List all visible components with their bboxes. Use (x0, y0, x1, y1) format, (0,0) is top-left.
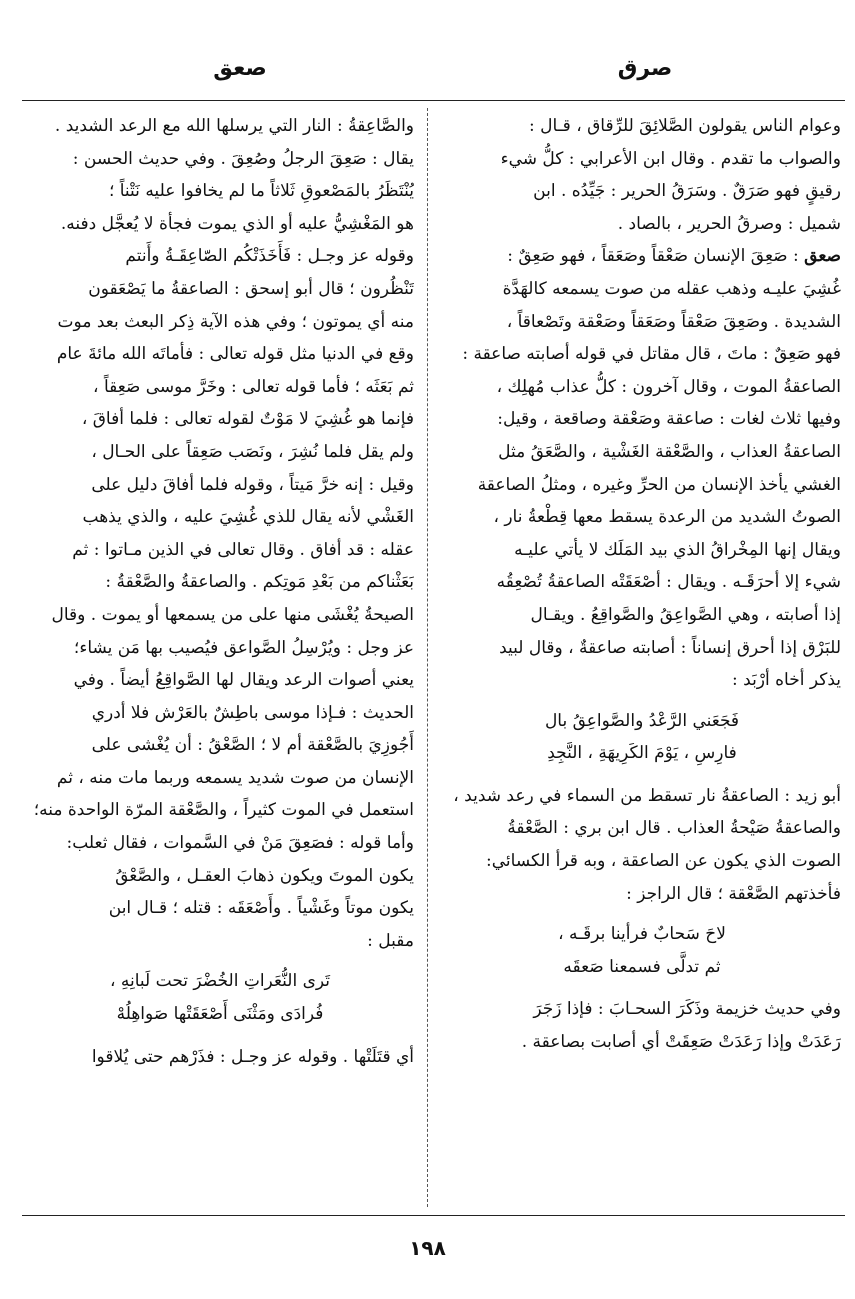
text-line: يعني أصوات الرعد ويقال لها الصَّواقِعُ أيضاً . وفي (73, 670, 414, 691)
right-column (443, 110, 841, 1205)
entry-headword: صعق (804, 246, 841, 267)
text-line: إذا أصابته ، وهي الصَّواعِقُ والصَّواقِعُ . ويقـال (530, 604, 841, 625)
text-line: الشديدة . وصَعِقَ صَعْقاً وصَعَقاً وصَعْقة وتَصْعاقاً ، (506, 311, 841, 332)
entry-first-text: : صَعِقَ الإنسان صَعْقاً وصَعَقاً ، فهو صَعِقٌ : (507, 246, 799, 267)
text-line: شميل : وصرقُ الحرير ، بالصاد . (617, 213, 841, 234)
verse-line: فَجَعَني الرَّعْدُ والصَّواعِقُ بال (544, 710, 740, 731)
text-line: الصيحةُ يُغْشَى منها على من يسمعها أو يموت . وقال (51, 604, 414, 625)
text-line: أبو زيد : الصاعقةُ نار تسقط من السماء في رعد شديد ، (453, 785, 841, 806)
text-line: الصوت الذي يكون عن الصاعقة ، وبه قرأ الكسائي: (486, 851, 841, 872)
verse-line: ثم تدلَّى فسمعنا صَعقَه (563, 956, 721, 977)
text-line: يقال : صَعِقَ الرجلُ وصُعِقَ . وفي حديث الحسن : (72, 148, 414, 169)
verse-line: فُرادَى ومَثْنَى أَصْعَقَتْها صَواهِلُهْ (116, 1004, 324, 1025)
text-line: وقع في الدنيا مثل قوله تعالى : فأماتَه الله مائةَ عام (56, 344, 414, 365)
text-line: وأما قوله : فصَعِقَ مَنْ في السَّموات ، فقال ثعلب: (66, 833, 414, 854)
text-line: عقله : قد أفاق . وقال تعالى في الذين مـاتوا : ثم (72, 539, 414, 560)
text-line: يذكر أخاه أرْبَد : (732, 670, 841, 691)
text-line: الصوتُ الشديد من الرعدة يسقط معها قِطْعةُ نار ، (493, 507, 841, 528)
text-line: أَجُوزِيَ بالصَّعْقة أم لا ؛ الصَّعْقُ : أن يُغْشى على (91, 735, 414, 756)
text-line: الإنسان من صوت شديد يسمعه وربما مات منه ، ثم (56, 767, 414, 788)
text-line: وفي حديث خزيمة وذَكَرَ السحـابَ : فإذا زَجَرَ (533, 999, 841, 1020)
text-line: غُشِيَ عليـه وذهب عقله من صوت يسمعه كالهَدَّة (502, 278, 841, 299)
text-line: هو المَغْشِيُّ عليه أو الذي يموت فجأة لا يُعجَّل دفنه. (60, 213, 414, 234)
text-line: والصواب ما تقدم . وقال ابن الأعرابي : كلُّ شيء (500, 148, 841, 169)
entry-start-line (443, 240, 841, 273)
text-line: رَعَدَتْ وإذا رَعَدَتْ صَعِقَتْ أي أصابت بصاعقة . (521, 1032, 841, 1053)
text-line: للبَرْق إذا أحرق إنساناً : أصابته صاعقةٌ ، وقال لبيد (499, 637, 841, 658)
text-line: أي قتَلَتْها . وقوله عز وجـل : فذَرْهم حتى يُلاقوا (91, 1046, 414, 1067)
footer-rule (22, 1215, 845, 1216)
verse-block (443, 697, 841, 780)
verse-line: فارِسِ ، يَوْمَ الكَرِيهَةِ ، النَّجِدِ (547, 743, 737, 764)
verse-block (26, 957, 414, 1040)
text-line: الحديث : فـإذا موسى باطِشٌ بالعَرْش فلا أدري (91, 702, 414, 723)
verse-block (443, 910, 841, 993)
text-line: يُنْتَظَرُ بالمَصْعوقِ ثَلاثاً ما لم يخافوا عليه نَتْناً ؛ (108, 181, 414, 202)
verse-line: تَرى النُّعَراتِ الخُضْرَ تحت لَبانِهِ ، (110, 971, 330, 992)
text-line: الغشي يأخذ الإنسان من الحرِّ وغيره ، ومثلُ الصاعقة (477, 474, 841, 495)
text-line: فأخذتهم الصَّعْقة ؛ قال الراجز : (626, 883, 841, 904)
text-line: وعوام الناس يقولون الصَّلائِقَ للرِّقاق ، قـال : (529, 116, 841, 136)
text-line: الصاعقةُ الموت ، وقال آخرون : كلُّ عذاب مُهلِك ، (496, 376, 841, 397)
text-line: عز وجل : ويُرْسِلُ الصَّواعق فيُصيب بها مَن يشاء؛ (73, 637, 414, 658)
text-line: الصاعقةُ العذاب ، والصَّعْقة الغَشْية ، والصَّعَقُ مثل (498, 441, 841, 462)
text-line: ولم يقل فلما نُشِرَ ، ونَصَب صَعِقاً على الحـال ، (91, 441, 414, 462)
left-column (26, 110, 414, 1205)
text-line: ثم بَعَثَه ؛ فأما قوله تعالى : وخَرَّ موسى صَعِقاً ، (93, 376, 414, 397)
text-line: والصاعقةُ صَيْحةُ العذاب . قال ابن بري : الصَّعْقةُ (507, 818, 841, 839)
text-line: شيء إلا أحرَقَـه . ويقال : أصْعَقَتْه الصاعقةُ تُصْعِقُه (496, 572, 841, 593)
text-line: يكون موتاً وغَشْياً . وأَصْعَقَه : قتله ؛ قـال ابن (108, 898, 414, 919)
text-line: وفيها ثلاث لغات : صاعقة وصَعْقة وصاقعة ، وقيل: (497, 409, 841, 430)
text-line: ويقال إنها المِخْراقُ الذي بيد المَلَك لا يأتي عليـه (514, 539, 841, 560)
text-line: بَعَثْناكم من بَعْدِ مَوتِكم . والصاعقةُ والصَّعْقةُ : (105, 572, 414, 593)
text-line: تَنْظُرون ؛ قال أبو إسحق : الصاعقةُ ما يَصْعَقون (88, 278, 414, 299)
text-line: استعمل في الموت كثيراً ، والصَّعْقة المرّة الواحدة منه؛ (33, 800, 414, 821)
running-head-left: صعق (213, 56, 267, 81)
text-line: فهو صَعِقٌ : ماتَ ، قال مقاتل في قوله أصابته صاعقة : (462, 344, 841, 365)
text-line: والصَّاعِقةُ : النار التي يرسلها الله مع الرعد الشديد . (54, 116, 414, 136)
header-rule (22, 100, 845, 101)
column-divider (427, 108, 428, 1207)
text-line: منه أي يموتون ؛ وفي هذه الآية ذِكر البعث بعد موت (57, 311, 414, 332)
text-line: رقيقٍ فهو صَرَقٌ . وسَرَقُ الحرير : جَيِّدُه . ابن (533, 181, 841, 202)
text-line: الغَشْي لأنه يقال للذي غُشِيَ عليه ، والذي يذهب (82, 507, 414, 528)
text-line: فإنما هو غُشِيَ لا مَوْتٌ لقوله تعالى : فلما أفاقَ ، (81, 409, 414, 430)
text-line: وقيل : إنه خرَّ مَيتاً ، وقوله فلما أفاقَ دليل على (91, 474, 414, 495)
running-head-right: صرق (617, 56, 673, 81)
text-line: وقوله عز وجـل : فَأَخَذَتْكُم الصّاعِقَـةُ وأَنتم (125, 246, 414, 267)
page-number: ١٩٨ (409, 1236, 446, 1260)
text-line: مقبل : (367, 930, 414, 951)
text-line: يكون الموتَ ويكون ذهابَ العقـل ، والصَّعْقُ (115, 865, 414, 886)
verse-line: لاحَ سَحابٌ فرأينا برقَـه ، (558, 924, 726, 945)
